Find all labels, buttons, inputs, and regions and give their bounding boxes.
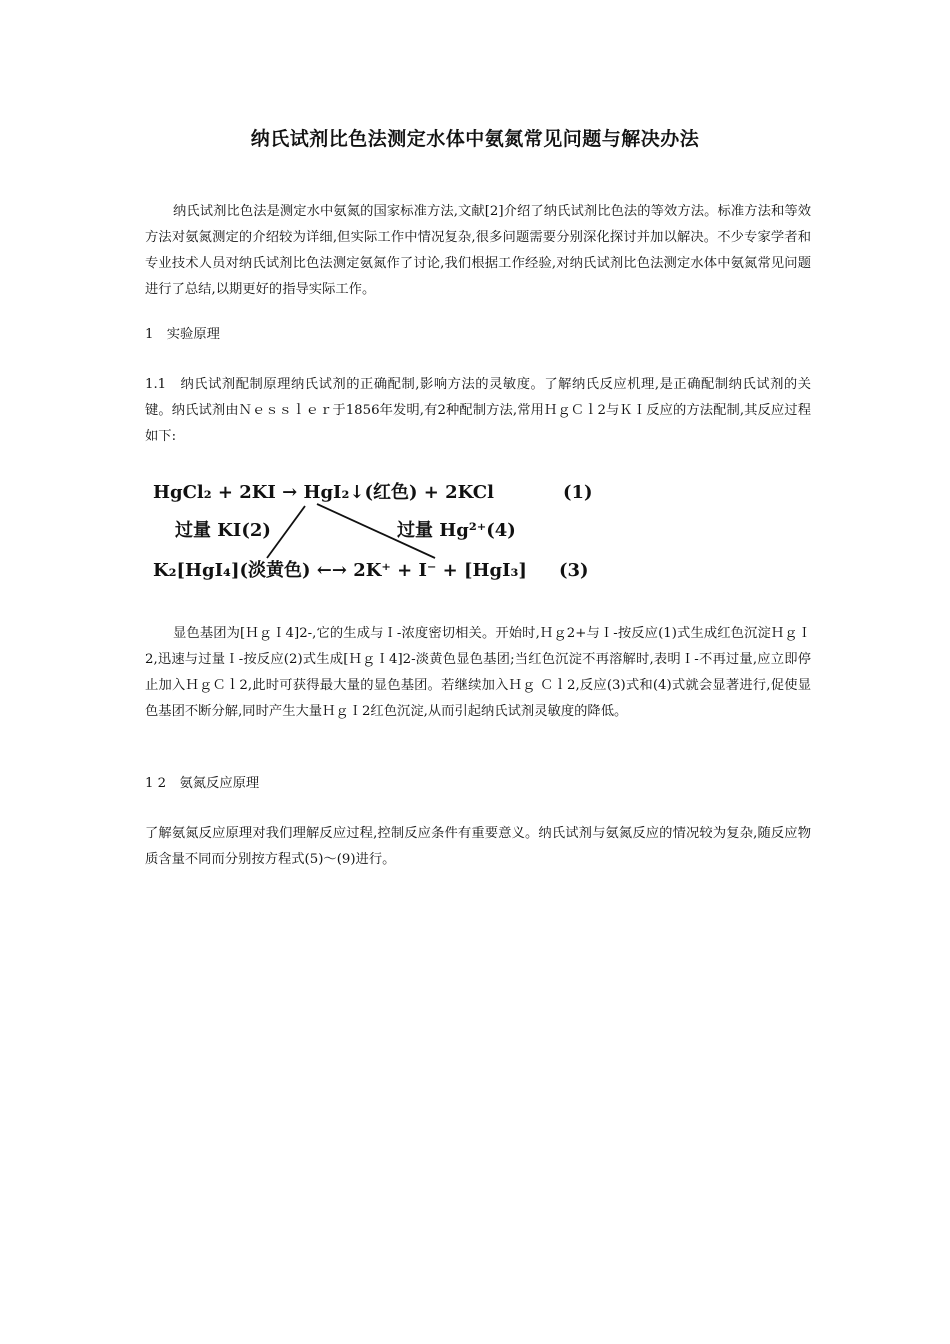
section-1-1-paragraph: 1.1 纳氏试剂配制原理纳氏试剂的正确配制,影响方法的灵敏度。了解纳氏反应机理,是正确配制纳氏试剂的关键。纳氏试剂由Ｎｅｓｓｌｅｒ于1856年发明,有2种配制方法,常用ＨｇＣｌ2与ＫＩ反应的方法配制,其反应过程如下: <box>145 377 811 444</box>
document-title: 纳氏试剂比色法测定水体中氨氮常见问题与解决办法 <box>250 128 700 150</box>
excess-ki-label: 过量 KI(2) <box>175 520 271 541</box>
arrow-line-left <box>267 506 305 558</box>
equation-label-1: (1) <box>563 482 593 503</box>
excess-hg-label: 过量 Hg²⁺(4) <box>397 520 516 541</box>
intro-paragraph: 纳氏试剂比色法是测定水中氨氮的国家标准方法,文献[2]介绍了纳氏试剂比色法的等效方法。标准方法和等效方法对氨氮测定的介绍较为详细,但实际工作中情况复杂,很多问题需要分别深化探讨并加以解决。不少专家学者和专业技术人员对纳氏试剂比色法测定氨氮作了讨论,我们根据工作经验,对纳氏试剂比色法测定水体中氨氮常见问题进行了总结,以期更好的指导实际工作。 <box>145 204 811 297</box>
equation-line-1: HgCl₂ + 2KI → HgI₂↓(红色) + 2KCl <box>153 482 494 503</box>
equation-line-3: K₂[HgI₄](淡黄色) ←→ 2K⁺ + I⁻ + [HgI₃] <box>153 560 527 581</box>
reaction-paragraph: 显色基团为[ＨｇＩ4]2-,它的生成与Ｉ-浓度密切相关。开始时,Ｈｇ2+与Ｉ-按反应(1)式生成红色沉淀ＨｇＩ2,迅速与过量Ｉ-按反应(2)式生成[ＨｇＩ4]2-淡黄色显色基团;当红色沉淀不再溶解时,表明Ｉ-不再过量,应立即停止加入ＨｇＣｌ2,此时可获得最大量的显色基团。若继续加入Ｈｇ Ｃｌ2,反应(3)式和(4)式就会显著进行,促使显色基团不断分解,同时产生大量ＨｇＩ2红色沉淀,从而引起纳氏试剂灵敏度的降低。 <box>145 626 811 719</box>
section-1-heading: 1 实验原理 <box>145 327 220 342</box>
equation-label-3: (3) <box>559 560 589 581</box>
reaction-equation-figure <box>145 470 605 595</box>
section-1-2-paragraph: 了解氨氮反应原理对我们理解反应过程,控制反应条件有重要意义。纳氏试剂与氨氮反应的情况较为复杂,随反应物质含量不同而分别按方程式(5)～(9)进行。 <box>145 826 811 867</box>
section-1-2-heading: 1 2 氨氮反应原理 <box>145 776 260 791</box>
